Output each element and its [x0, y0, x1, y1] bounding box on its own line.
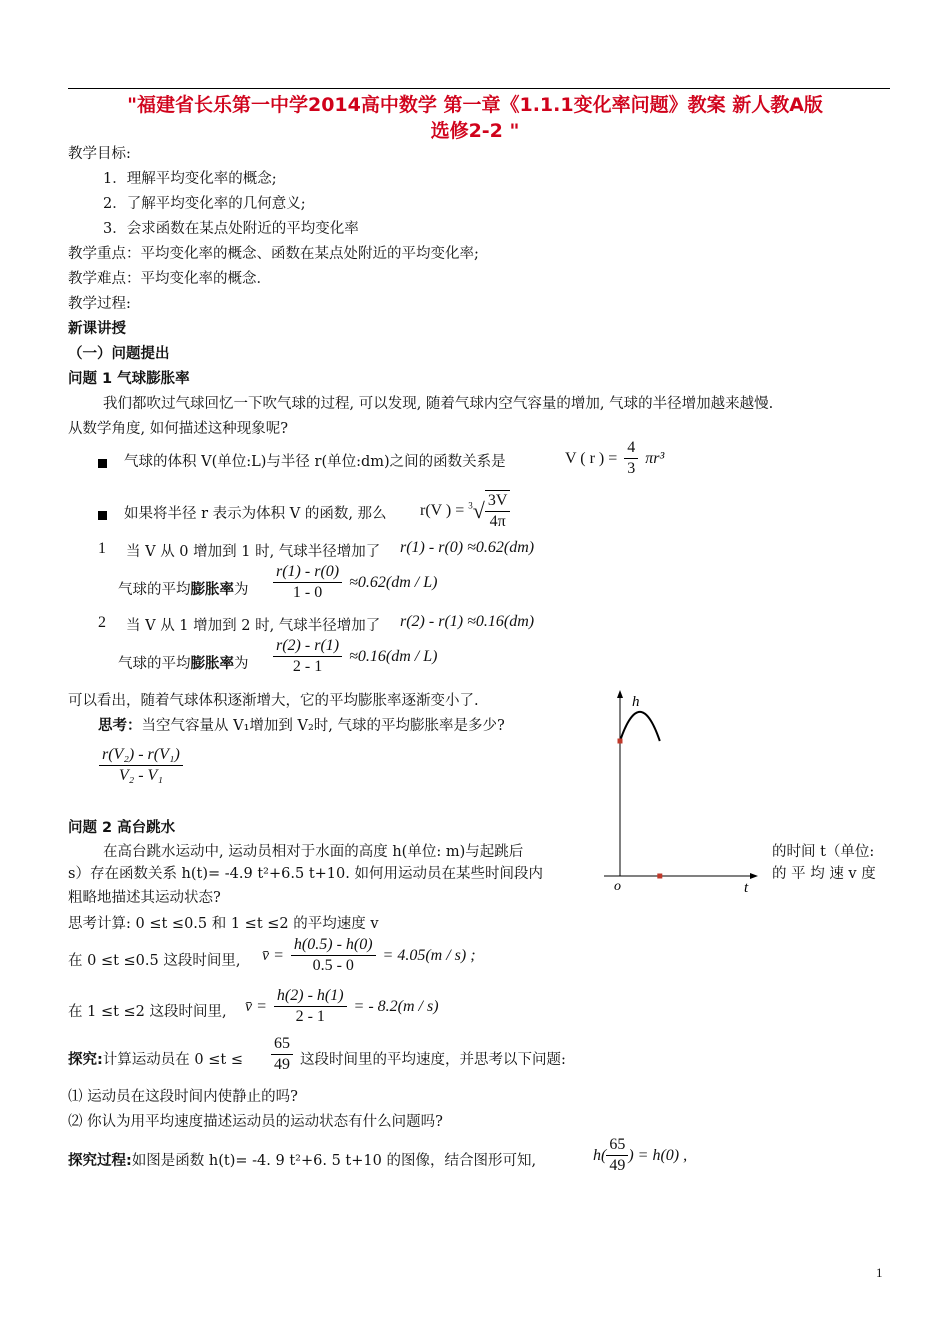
process-formula: h( $\frac{65}{49}$ ) = h(0) ,: [593, 1136, 688, 1174]
bullet2-formula: r(V ) = $^3$√ $\frac{3V}{4\pi}$: [420, 490, 513, 532]
problem1-para-line1: 我们都吹过气球回忆一下吹气球的过程, 可以发现, 随着气球内空气容量的增加, 气球的半径增加越来越慢.: [103, 396, 774, 412]
start-point: [618, 739, 623, 744]
calc1-text: 在 0 ≤t ≤0.5 这段时间里,: [68, 953, 241, 969]
bullet1-formula: V ( r ) = $\frac{4}{3}$ πr³: [565, 439, 665, 477]
problem2-title: 问题 2 高台跳水: [68, 820, 176, 836]
objective-item: 2．了解平均变化率的几何意义;: [103, 196, 306, 212]
explore-line: 探究:计算运动员在 0 ≤t ≤: [68, 1052, 243, 1068]
y-axis-arrow-icon: [617, 690, 623, 698]
difficulty: 教学难点：平均变化率的概念．: [68, 271, 271, 287]
step1-label: 1: [98, 540, 106, 557]
step2-label: 2: [98, 614, 106, 631]
step2-formula: r(2) - r(1) ≈0.16(dm): [400, 613, 535, 630]
height-time-graph: [598, 688, 762, 898]
step2-rate: 气球的平均膨胀率为: [118, 656, 249, 672]
y-axis-label: h: [632, 694, 640, 710]
problem2-para-b-right: 的 平 均 速 v 度: [772, 866, 876, 882]
think-line: 思考：当空气容量从 V₁增加到 V₂时, 气球的平均膨胀率是多少?: [98, 718, 505, 734]
step2-fraction: $\frac{r(2) - r(1)}{2 - 1}$ ≈0.16(dm / L): [270, 636, 437, 677]
doc-title-line1: "福建省长乐第一中学2014高中数学 第一章《1.1.1变化率问题》教案 新人教A版: [127, 94, 823, 116]
calc-line: 思考计算: 0 ≤t ≤0.5 和 1 ≤t ≤2 的平均速度 v: [68, 916, 379, 932]
bullet-square: [98, 456, 107, 472]
bullet1-text: 气球的体积 V(单位:L)与半径 r(单位:dm)之间的函数关系是: [124, 454, 506, 470]
calc1-formula: v̄ = $\frac{h(0.5) - h(0)}{0.5 - 0}$ = 4.05(m / s) ;: [262, 936, 476, 974]
bullet2-text: 如果将半径 r 表示为体积 V 的函数, 那么: [124, 506, 387, 522]
problem2-para-a-right: 的时间 t（单位:: [772, 844, 875, 860]
header-rule: [68, 88, 890, 89]
calc2-formula: v̄ = $\frac{h(2) - h(1)}{2 - 1}$ = - 8.2(m / s): [245, 987, 439, 1025]
question-1: ⑴ 运动员在这段时间内使静止的吗?: [68, 1089, 298, 1105]
x-axis-label: t: [744, 880, 749, 896]
explore-fraction: $\frac{65}{49}$: [268, 1034, 296, 1075]
problem1-title: 问题 1 气球膨胀率: [68, 371, 190, 387]
explore-post: 这段时间里的平均速度，并思考以下问题:: [300, 1052, 566, 1068]
step1-text: 当 V 从 0 增加到 1 时, 气球半径增加了: [126, 544, 381, 560]
step2-text: 当 V 从 1 增加到 2 时, 气球半径增加了: [126, 618, 381, 634]
x-axis-arrow-icon: [750, 873, 758, 879]
section-problem-raise: （一）问题提出: [68, 346, 170, 362]
key-point: 教学重点：平均变化率的概念、函数在某点处附近的平均变化率;: [68, 246, 479, 262]
problem2-para-c: 粗略地描述其运动状态?: [68, 890, 221, 906]
problem1-para-line2: 从数学角度, 如何描述这种现象呢?: [68, 421, 288, 437]
bullet-square: [98, 508, 107, 524]
step1-fraction: $\frac{r(1) - r(0)}{1 - 0}$ ≈0.62(dm / L): [270, 562, 437, 603]
objectives-heading: 教学目标:: [68, 146, 131, 162]
conclusion: 可以看出，随着气球体积逐渐增大，它的平均膨胀率逐渐变小了.: [68, 693, 479, 709]
problem2-para-a: 在高台跳水运动中, 运动员相对于水面的高度 h(单位: m)与起跳后: [103, 844, 524, 860]
objective-item: 1．理解平均变化率的概念;: [103, 171, 277, 187]
think-fraction: $\frac{\text{r(V₂) - r(V₁)}}{\text{V₂ - V₁}}$: [96, 745, 186, 786]
process-line: 探究过程:如图是函数 h(t)= -4. 9 t²+6. 5 t+10 的图像，结合图形可知,: [68, 1153, 537, 1169]
question-2: ⑵ 你认为用平均速度描述运动员的运动状态有什么问题吗?: [68, 1114, 443, 1130]
objective-item: 3．会求函数在某点处附近的平均变化率: [103, 221, 359, 237]
problem2-para-b: s）存在函数关系 h(t)= -4.9 t²+6.5 t+10. 如何用运动员在某些时间段内: [68, 866, 543, 882]
page-number: 1: [876, 1265, 883, 1280]
section-new-lesson: 新课讲授: [68, 321, 126, 337]
origin-label: o: [614, 879, 621, 894]
doc-title-line2: 选修2-2 ": [430, 120, 520, 142]
calc2-text: 在 1 ≤t ≤2 这段时间里,: [68, 1004, 227, 1020]
end-point: [657, 874, 662, 879]
step1-formula: r(1) - r(0) ≈0.62(dm): [400, 539, 535, 556]
height-curve: [620, 712, 660, 741]
step1-rate: 气球的平均膨胀率为: [118, 582, 249, 598]
process-heading: 教学过程:: [68, 296, 131, 312]
